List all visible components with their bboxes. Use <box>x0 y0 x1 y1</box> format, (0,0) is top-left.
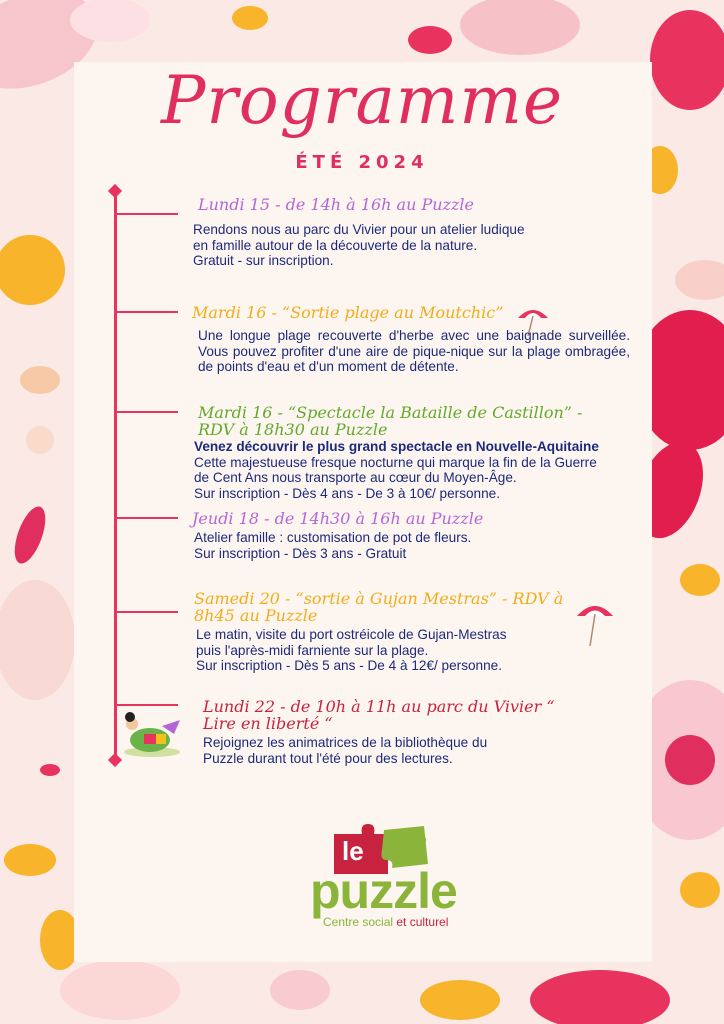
page-title: Programme <box>160 62 564 139</box>
logo-tagline: Centre social et culturel <box>323 915 449 929</box>
event-6-title: Lundi 22 - de 10h à 11h au parc du Vivier “ Lire en liberté “ <box>203 697 555 733</box>
logo-name: puzzle <box>310 863 457 919</box>
timeline-line <box>114 190 117 760</box>
event-2-title: Mardi 16 - “Sortie plage au Moutchic” <box>192 303 504 322</box>
event-1-title: Lundi 15 - de 14h à 16h au Puzzle <box>198 195 474 214</box>
timeline-tick <box>116 311 178 313</box>
timeline-tick <box>116 411 178 413</box>
timeline-tick <box>116 213 178 215</box>
event-5-title: Samedi 20 - “sortie à Gujan Mestras” - RDV à 8h45 au Puzzle <box>194 589 564 625</box>
event-2-body: Une longue plage recouverte d'herbe avec une baignade surveillée. Vous pouvez profiter d'une aire de pique-nique sur la plage ombragée, de points d'eau et d'un moment de détente. <box>198 328 630 374</box>
turtle-reader-icon <box>122 712 184 760</box>
event-3-body: Venez découvrir le plus grand spectacle en Nouvelle-Aquitaine Cette majestueuse fresque nocturne qui marque la fin de la Guerre de Cent Ans nous transporte au cœur du Moyen-Âge. Sur inscription - Dès 4 ans - De 3 à 10€/ personne. <box>194 439 599 501</box>
event-4-body: Atelier famille : customisation de pot de fleurs. Sur inscription - Dès 3 ans - Gratuit <box>194 530 472 561</box>
timeline-tick <box>116 611 178 613</box>
event-4-title: Jeudi 18 - de 14h30 à 16h au Puzzle <box>192 509 484 528</box>
event-5-body: Le matin, visite du port ostréicole de Gujan-Mestras puis l'après-midi farniente sur la plage. Sur inscription - Dès 5 ans - De 4 à 12€/ personne. <box>196 627 507 673</box>
event-1-body: Rendons nous au parc du Vivier pour un atelier ludique en famille autour de la découverte de la nature. Gratuit - sur inscription. <box>193 222 525 268</box>
event-3-title: Mardi 16 - “Spectacle la Bataille de Castillon” - RDV à 18h30 au Puzzle <box>198 403 583 439</box>
logo-le: le <box>342 836 364 866</box>
page-subtitle: ÉTÉ 2024 <box>295 152 429 173</box>
timeline-tick <box>116 517 178 519</box>
event-6-body: Rejoignez les animatrices de la bibliothèque du Puzzle durant tout l'été pour des lectures. <box>203 735 488 766</box>
timeline-tick <box>116 704 178 706</box>
